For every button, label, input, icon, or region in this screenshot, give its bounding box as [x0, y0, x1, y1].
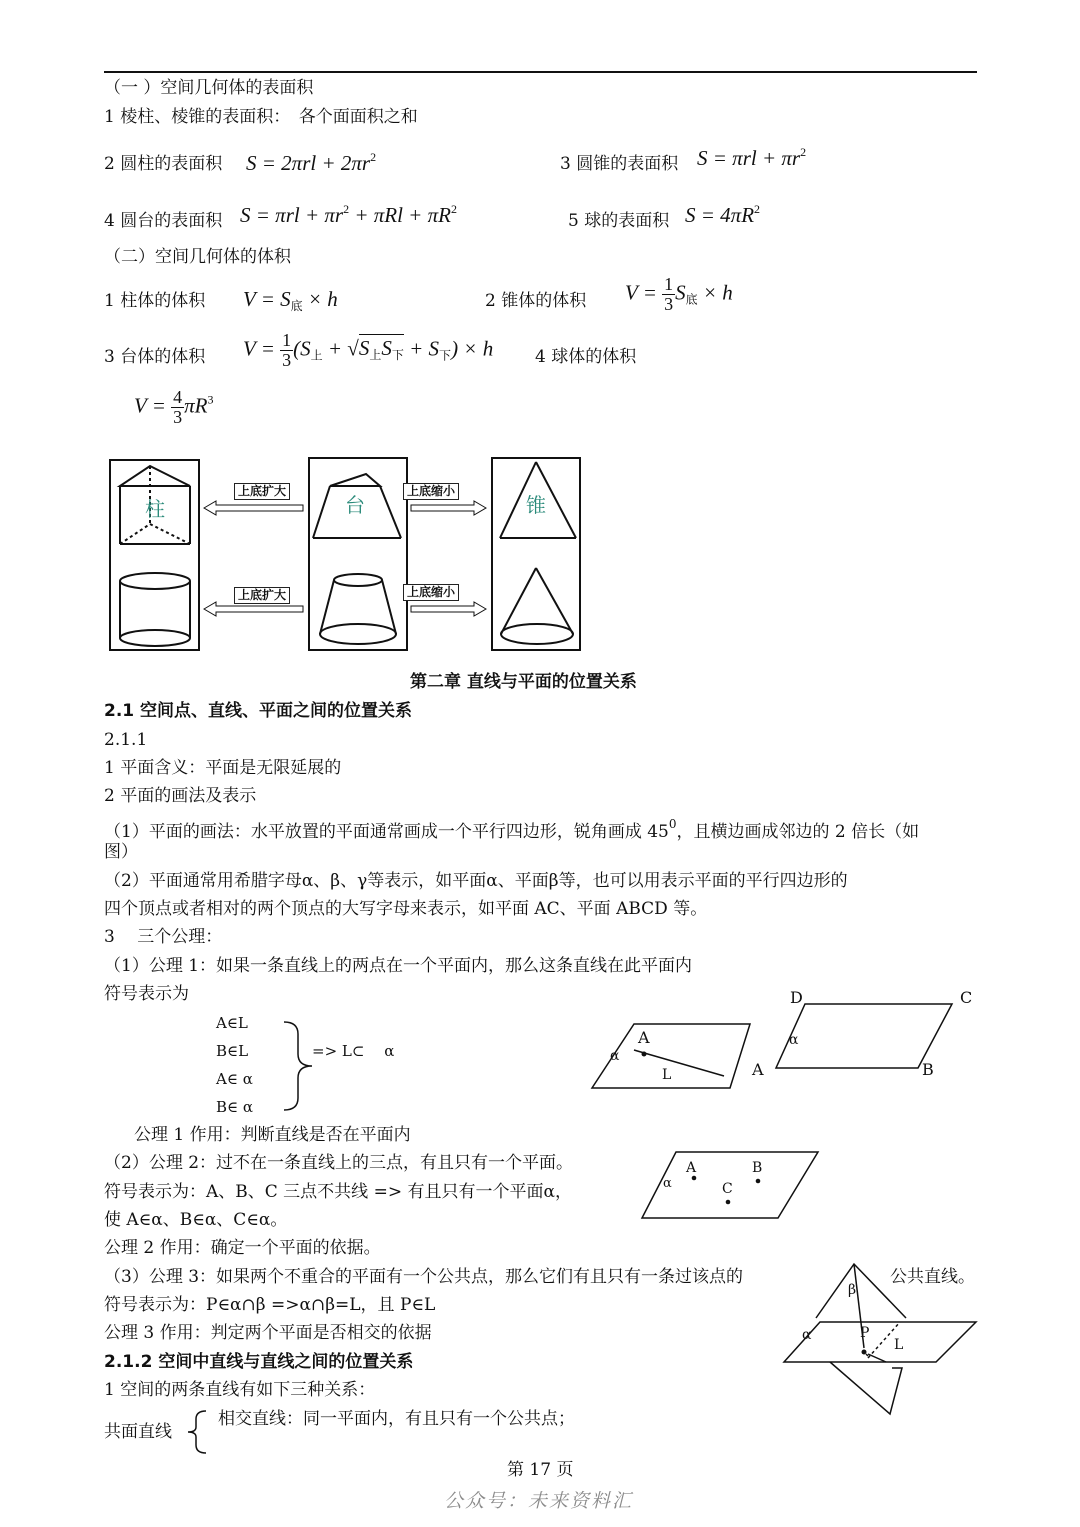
fig1-label-L: L [662, 1067, 672, 1083]
axiom-2-symbol: 符号表示为：A、B、C 三点不共线 => 有且只有一个平面α， [104, 1182, 572, 1202]
fig3-label-L: L [894, 1337, 904, 1353]
chapter-title: 第二章 直线与平面的位置关系 [410, 672, 637, 692]
expand-label-1: 上底扩大 [234, 483, 290, 500]
formula-sphere-volume: V = $\frac{4}{3}$ $\pi R^3$ [134, 387, 214, 427]
axiom-3: （3）公理 3：如果两个不重合的平面有一个公共点，那么它们有且只有一条过该点的 [104, 1267, 744, 1287]
volume-heading: （二）空间几何体的体积 [104, 247, 291, 267]
surface-item-4-label: 4 圆台的表面积 [104, 211, 223, 231]
brace-left [186, 1409, 208, 1455]
volume-item-1-label: 1 柱体的体积 [104, 291, 206, 311]
shrink-label-1: 上底缩小 [403, 483, 459, 500]
plane-drawing-text: （1）平面的画法：水平放置的平面通常画成一个平行四边形，锐角画成 $45^0$，且横边画成邻边的 2 倍长（如 [104, 817, 920, 842]
prism-char: 柱 [145, 497, 165, 521]
volume-item-3-label: 3 台体的体积 [104, 347, 206, 367]
brace-right [282, 1020, 322, 1112]
symbol-line-4: B∈ α [216, 1098, 254, 1116]
formula-cylinder-surface: $S = 2\pi rl + 2\pi r^2$ [246, 150, 377, 175]
axiom-1: （1）公理 1：如果一条直线上的两点在一个平面内，那么这条直线在此平面内 [104, 956, 693, 976]
volume-item-4-label: 4 球体的体积 [535, 347, 637, 367]
axiom-1-symbol-label: 符号表示为 [104, 984, 189, 1004]
plane-meaning: 1 平面含义：平面是无限延展的 [104, 758, 342, 778]
axiom-3-end: 公共直线。 [890, 1267, 975, 1287]
fig2-label-C: C [722, 1181, 733, 1197]
surface-item-3-label: 3 圆锥的表面积 [560, 154, 679, 174]
axiom-2-use: 公理 2 作用：确定一个平面的依据。 [104, 1238, 381, 1258]
watermark: 公众号：未来资料汇 [444, 1490, 634, 1512]
plane-drawing-text-2: 图） [104, 842, 138, 862]
section-2-1-1: 2.1.1 [104, 730, 148, 750]
fig3-label-alpha: α [802, 1327, 812, 1343]
surface-item-1: 1 棱柱、棱锥的表面积： 各个面面积之和 [104, 107, 418, 127]
axiom-2: （2）公理 2：过不在一条直线上的三点，有且只有一个平面。 [104, 1153, 574, 1173]
volume-item-2-label: 2 锥体的体积 [485, 291, 587, 311]
pyramid-char: 锥 [526, 493, 546, 517]
fig3-label-P: P [860, 1325, 870, 1341]
fig1-label-C: C [960, 988, 973, 1007]
solids-figure [108, 456, 583, 652]
fig2-label-A: A [686, 1160, 697, 1176]
fig1-label-A: A [638, 1028, 650, 1047]
symbol-line-3: A∈ α [216, 1070, 253, 1088]
surface-area-heading: （一 ）空间几何体的表面积 [104, 78, 314, 98]
plane-drawing-heading: 2 平面的画法及表示 [104, 786, 257, 806]
fig1-label-D: D [790, 988, 803, 1007]
frustum-char: 台 [345, 493, 365, 517]
symbol-line-2: B∈L [216, 1042, 249, 1060]
surface-item-2-label: 2 圆柱的表面积 [104, 154, 223, 174]
fig1-label-alpha: α [610, 1048, 620, 1064]
formula-pyramid-volume: V = $\frac{1}{3}$ $S_底 \times h$ [625, 274, 733, 314]
fig1-label-alpha2: α [789, 1032, 799, 1048]
formula-prism-volume: $V = S_底 \times h$ [243, 287, 338, 313]
fig2-label-B: B [752, 1160, 763, 1176]
fig1-label-A2: A [752, 1060, 764, 1079]
section-2-1: 2.1 空间点、直线、平面之间的位置关系 [104, 701, 413, 721]
plane-notation-text: （2）平面通常用希腊字母α、β、γ等表示，如平面α、平面β等，也可以用表示平面的平行四边形的 [104, 871, 848, 891]
top-rule [104, 71, 977, 73]
plane-notation-text-2: 四个顶点或者相对的两个顶点的大写字母来表示，如平面 AC、平面 ABCD 等。 [104, 899, 708, 919]
three-axioms-heading: 3 三个公理： [104, 927, 223, 947]
shrink-label-2: 上底缩小 [403, 584, 459, 601]
axiom-3-use: 公理 3 作用：判定两个平面是否相交的依据 [104, 1323, 432, 1343]
intersecting-lines: 相交直线：同一平面内，有且只有一个公共点； [218, 1409, 575, 1429]
axiom-1-use: 公理 1 作用：判断直线是否在平面内 [134, 1125, 411, 1145]
axiom-3-symbol: 符号表示为：P∈α∩β =>α∩β=L，且 P∈L [104, 1295, 436, 1315]
coplanar-lines: 共面直线 [104, 1422, 172, 1442]
line-relations-intro: 1 空间的两条直线有如下三种关系： [104, 1380, 376, 1400]
symbol-line-1: A∈L [216, 1014, 248, 1032]
formula-cone-surface: $S = \pi rl + \pi r^2$ [697, 145, 807, 170]
axiom-2-symbol-2: 使 A∈α、B∈α、C∈α。 [104, 1210, 288, 1230]
page-number: 第 17 页 [507, 1460, 574, 1480]
surface-item-5-label: 5 球的表面积 [568, 211, 670, 231]
formula-frustum-surface: $S = \pi rl + \pi r^2 + \pi Rl + \pi R^2$ [240, 202, 457, 227]
formula-sphere-surface: $S = 4\pi R^2$ [685, 202, 761, 227]
section-2-1-2: 2.1.2 空间中直线与直线之间的位置关系 [104, 1352, 414, 1372]
expand-label-2: 上底扩大 [234, 587, 290, 604]
fig2-label-alpha: α [663, 1176, 672, 1191]
formula-frustum-volume: V = $\frac{1}{3}$ $(S_上 + √S_上S_下 + S_下) \times h$ [243, 330, 494, 370]
implies-line: => L⊂ α [312, 1042, 395, 1060]
fig3-label-beta: β [848, 1282, 857, 1298]
fig1-label-B: B [922, 1060, 934, 1079]
